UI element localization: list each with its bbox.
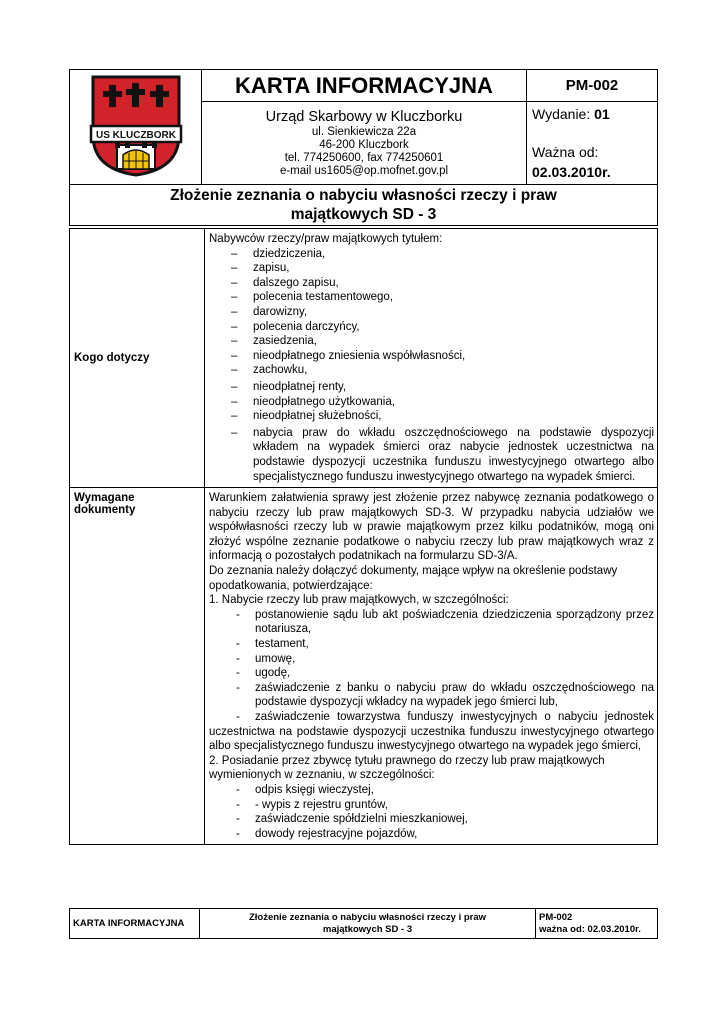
list-item: – nieodpłatnej renty, [209,380,654,395]
list-item: – nieodpłatnego zniesienia współwłasności, [209,349,654,364]
footer-code: PM-002 [539,911,573,923]
office-street: ul. Sienkiewicza 22a [311,125,417,138]
section-label-kogo-dotyczy: Kogo dotyczy [70,229,205,488]
list-item: – zachowku, [209,363,654,378]
footer-valid-date: ważna od: 02.03.2010r. [539,923,641,935]
list-item: – darowizny, [209,305,654,320]
document-code: PM-002 [527,70,658,102]
edition-line [532,104,657,124]
document-title: KARTA INFORMACYJNA [202,70,527,102]
docs-point-2: 2. Posiadanie przez zbywcę tytułu prawnego do rzeczy lub praw majątkowych wymienionych w zeznaniu, w szczególności: [209,754,605,782]
logo-cell [70,70,202,185]
subject-line-2: majątkowych SD - 3 [290,206,437,223]
list-item: – nieodpłatnej służebności, [209,409,654,424]
office-email: e-mail us1605@op.mofnet.gov.pl [279,164,449,177]
us-kluczbork-coat-of-arms-logo [89,73,183,177]
list-item: - zaświadczenie z banku o nabyciu praw do wkładu oszczędnościowego na podstawie dyspozycji wkładcy na wypadek jego śmierci lub, [209,681,654,710]
section-label-wymagane-dokumenty [70,488,205,845]
subject-line-1: Złożenie zeznania o nabyciu własności rzeczy i praw [170,187,557,204]
docs-label-line-1: Wymagane [74,492,135,505]
list-item: – dalszego zapisu, [209,276,654,291]
section-content-kogo-dotyczy [205,229,658,488]
header-table [69,69,658,226]
list-item: - - wypis z rejestru gruntów, [209,798,654,813]
valid-value: 02.03.2010r. [532,164,611,180]
logo-text: US KLUCZBORK [95,129,176,141]
kogo-list [209,247,654,485]
section-content-wymagane-dokumenty [205,488,658,845]
docs-point-1-last: - zaświadczenie towarzystwa funduszy inwestycyjnych o nabyciu jednostek uczestnictwa na podstawie dyspozycji uczestnika funduszu inwestycyjnego otwartego albo specjalistycznego funduszu inwestycyjnego otwartego na wypadek jego śmierci, [209,711,654,753]
office-phone: tel. 774250600, fax 774250601 [284,151,444,164]
kogo-intro: Nabywców rzeczy/praw majątkowych tytułem: [209,233,443,245]
docs-paragraph-2: Do zeznania należy dołączyć dokumenty, mające wpływ na określenie podstawy opodatkowania, potwierdzające: [209,565,618,592]
list-item: - dowody rejestracyjne pojazdów, [209,827,654,842]
list-item: – nieodpłatnego użytkowania, [209,395,654,410]
docs-paragraph-1: Warunkiem załatwienia sprawy jest złożenie przez nabywcę zeznania podatkowego o nabyciu rzeczy lub praw majątkowych SD-3. W przypadku nabycia udziałów we współwłasności rzeczy lub w prawie majątkowym przez kilku podatników, mogą oni złożyć wspólne zeznanie podatkowe o nabyciu rzeczy lub praw majątkowych wraz z informacją o pozostałych podatnikach na formularzu SD-3/A. [209,492,654,563]
list-item: – zasiedzenia, [209,334,654,349]
docs-point-1-last-text: zaświadczenie towarzystwa funduszy inwestycyjnych o nabyciu jednostek uczestnictwa na podstawie dyspozycji uczestnika funduszu inwestycyjnego otwartego albo specjalistycznego funduszu inwestycyjnego otwartego na wypadek jego śmierci, [209,711,654,753]
office-name: Urząd Skarbowy w Kluczborku [265,108,463,125]
valid-label: Ważna od: [532,144,599,160]
list-item: - ugodę, [209,666,654,681]
docs-point-2-list [209,783,654,841]
docs-label-line-2: dokumenty [74,504,136,517]
list-item: – nabycia praw do wkładu oszczędnościowego na podstawie dyspozycji wkładem na wypadek śmierci oraz nabycie jednostek uczestnictwa na podstawie dyspozycji uczestnika funduszu inwestycyjnego otwartego albo specjalistycznego funduszu inwestycyjnego otwartego na wypadek śmierci. [209,426,654,484]
footer-code-date [536,909,658,939]
document-subject [70,185,658,226]
office-city: 46-200 Kluczbork [319,138,409,151]
footer-subject-line-2: majątkowych SD - 3 [322,923,413,935]
footer-doc-title: KARTA INFORMACYJNA [70,909,200,939]
list-item: - postanowienie sądu lub akt poświadczenia dziedziczenia sporządzony przez notariusza, [209,608,654,637]
edition-label: Wydanie: [532,106,595,122]
main-table [69,228,658,845]
valid-line [532,142,657,182]
list-item: - umowę, [209,652,654,667]
edition-info [527,102,658,185]
docs-point-1-list [209,608,654,710]
list-item: - testament, [209,637,654,652]
list-item: – dziedziczenia, [209,247,654,262]
list-item: - zaświadczenie spółdzielni mieszkaniowej, [209,812,654,827]
footer-subject-line-1: Złożenie zeznania o nabyciu własności rzeczy i praw [248,911,487,923]
footer-table [69,908,658,939]
list-item: - odpis księgi wieczystej, [209,783,654,798]
footer-subject [200,909,536,939]
list-item: – polecenia darczyńcy, [209,320,654,335]
docs-point-1: 1. Nabycie rzeczy lub praw majątkowych, w szczególności: [209,594,509,607]
office-info [202,102,527,185]
list-item: – zapisu, [209,261,654,276]
edition-value: 01 [594,106,610,122]
list-item: – polecenia testamentowego, [209,290,654,305]
